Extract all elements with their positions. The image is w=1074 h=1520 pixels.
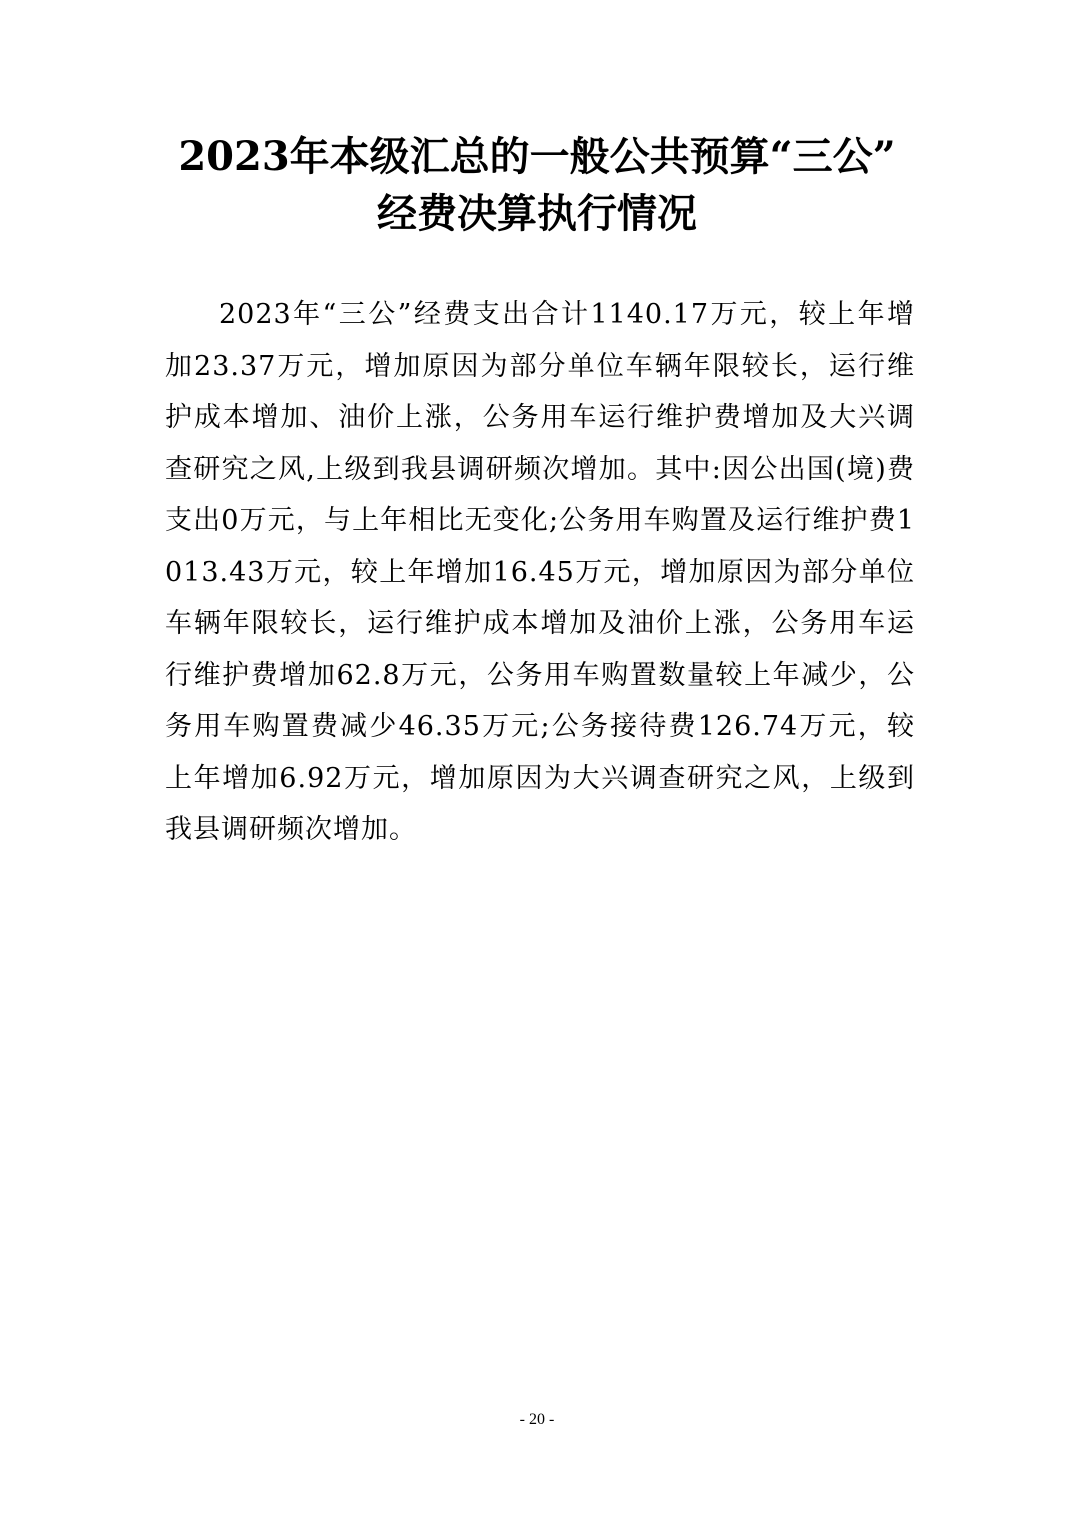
page-number: - 20 - bbox=[519, 1411, 555, 1428]
body-paragraph: 2023年“三公”经费支出合计1140.17万元，较上年增加23.37万元，增加原因为部分单位车辆年限较长，运行维护成本增加、油价上涨，公务用车运行维护费增加及大兴调查研究之风,上级到我县调研频次增加。其中:因公出国(境)费支出0万元，与上年相比无变化;公务用车购置及运行维护费1013.43万元，较上年增加16.45万元，增加原因为部分单位车辆年限较长，运行维护成本增加及油价上涨，公务用车运行维护费增加62.8万元，公务用车购置数量较上年减少，公务用车购置费减少46.35万元;公务接待费126.74万元，较上年增加6.92万元，增加原因为大兴调查研究之风，上级到我县调研频次增加。 bbox=[165, 299, 915, 845]
title-line-1: 2023年本级汇总的一般公共预算“三公” bbox=[178, 133, 896, 180]
title-line-2: 经费决算执行情况 bbox=[377, 190, 697, 237]
document-title bbox=[120, 128, 954, 242]
